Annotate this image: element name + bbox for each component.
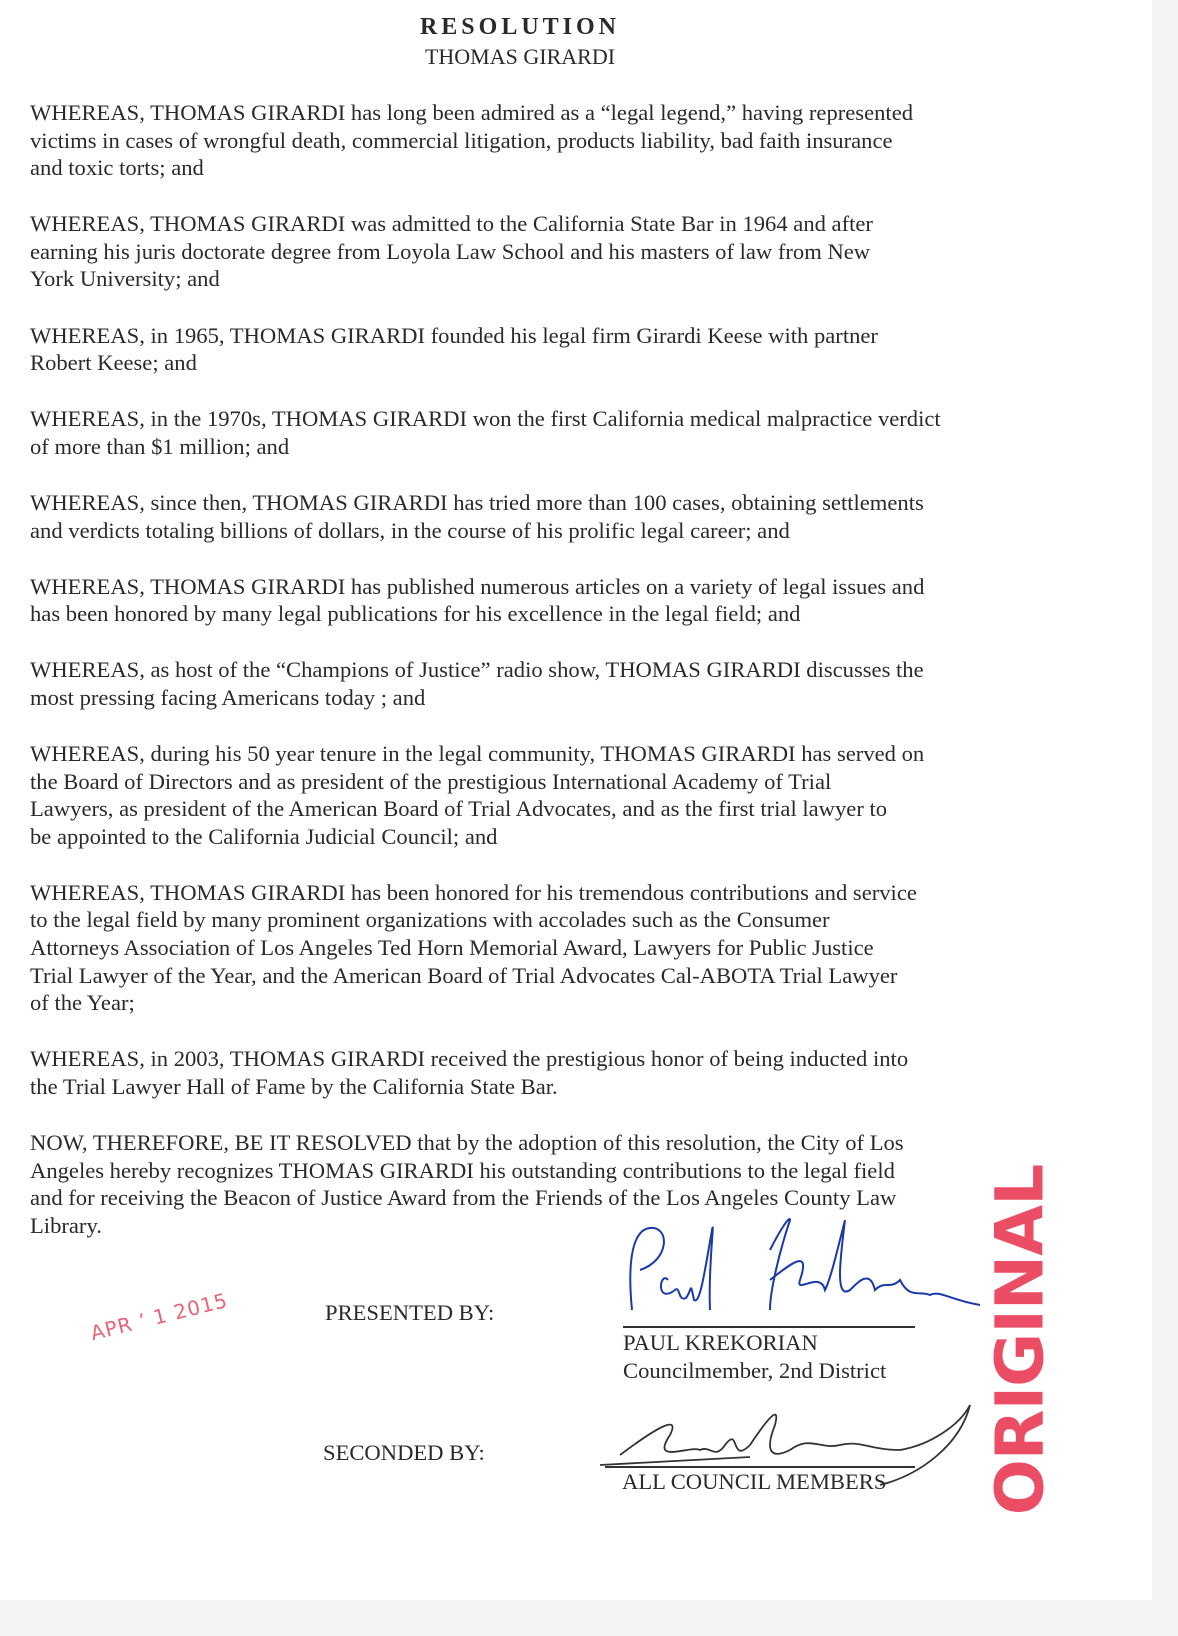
paragraph-line: WHEREAS, THOMAS GIRARDI has been honored for his tremendous contributions and service xyxy=(30,879,917,905)
paragraph-line: has been honored by many legal publications for his excellence in the legal field; and xyxy=(30,601,801,627)
paragraph-line: WHEREAS, since then, THOMAS GIRARDI has tried more than 100 cases, obtaining settlements xyxy=(30,489,924,515)
paragraph-line: Angeles hereby recognizes THOMAS GIRARDI his outstanding contributions to the legal field xyxy=(30,1157,895,1183)
document-subtitle: THOMAS GIRARDI xyxy=(424,44,616,69)
paragraph-line: WHEREAS, THOMAS GIRARDI was admitted to the California State Bar in 1964 and after xyxy=(30,211,873,237)
document-title: RESOLUTION xyxy=(419,14,621,40)
presented-by-label: PRESENTED BY: xyxy=(325,1300,495,1325)
paragraph-line: and toxic torts; and xyxy=(30,155,204,181)
paragraph-line: WHEREAS, as host of the “Champions of Justice” radio show, THOMAS GIRARDI discusses the xyxy=(30,657,924,683)
paragraph-line: of more than $1 million; and xyxy=(30,433,290,459)
presenter-signature-line xyxy=(623,1326,915,1328)
paragraph-line: NOW, THEREFORE, BE IT RESOLVED that by the adoption of this resolution, the City of Los xyxy=(30,1130,904,1156)
paragraph-line: to the legal field by many prominent organizations with accolades such as the Consumer xyxy=(30,907,830,933)
paragraph-line: Attorneys Association of Los Angeles Ted Horn Memorial Award, Lawyers for Public Justice xyxy=(30,935,874,961)
whereas-paragraph xyxy=(30,322,941,377)
paragraph-line: WHEREAS, in 1965, THOMAS GIRARDI founded his legal firm Girardi Keese with partner xyxy=(30,322,878,348)
paragraph-line: Trial Lawyer of the Year, and the American Board of Trial Advocates Cal-ABOTA Trial Lawyer xyxy=(30,962,898,988)
paragraph-line: WHEREAS, THOMAS GIRARDI has published numerous articles on a variety of legal issues and xyxy=(30,573,925,599)
presenter-title: Councilmember, 2nd District xyxy=(623,1358,887,1383)
paragraph-line: Library. xyxy=(30,1212,102,1238)
whereas-paragraph xyxy=(30,740,941,850)
whereas-paragraph xyxy=(30,489,941,544)
seconder-name: ALL COUNCIL MEMBERS xyxy=(622,1469,887,1494)
original-stamp: ORIGINAL xyxy=(981,1164,1059,1516)
paragraph-line: most pressing facing Americans today ; and xyxy=(30,684,426,710)
whereas-paragraph xyxy=(30,1045,941,1100)
paragraph-line: be appointed to the California Judicial Council; and xyxy=(30,823,498,849)
paragraph-line: earning his juris doctorate degree from Loyola Law School and his masters of law from New xyxy=(30,238,871,264)
whereas-paragraph xyxy=(30,99,941,182)
seconder-signature-line xyxy=(605,1466,915,1468)
date-stamp: APR ʼ 1 2015 xyxy=(88,1287,231,1346)
paragraph-line: WHEREAS, in the 1970s, THOMAS GIRARDI won the first California medical malpractice verdict xyxy=(30,406,941,432)
paragraph-line: Lawyers, as president of the American Board of Trial Advocates, and as the first trial lawyer to xyxy=(30,796,888,822)
paragraph-line: WHEREAS, during his 50 year tenure in the legal community, THOMAS GIRARDI has served on xyxy=(30,741,925,766)
paragraph-line: the Board of Directors and as president of the prestigious International Academy of Trial xyxy=(30,768,832,794)
resolution-body xyxy=(30,99,941,1268)
whereas-paragraph xyxy=(30,573,941,628)
paragraph-line: and for receiving the Beacon of Justice Award from the Friends of the Los Angeles County Law xyxy=(30,1185,897,1211)
whereas-paragraph xyxy=(30,656,941,711)
paragraph-line: and verdicts totaling billions of dollars, in the course of his prolific legal career; and xyxy=(30,517,790,543)
paragraph-line: WHEREAS, in 2003, THOMAS GIRARDI received the prestigious honor of being inducted into xyxy=(30,1046,909,1072)
krekorian-signature xyxy=(620,1210,1000,1330)
whereas-paragraph xyxy=(30,879,941,1017)
whereas-paragraph xyxy=(30,210,941,293)
paragraph-line: victims in cases of wrongful death, commercial litigation, products liability, bad faith insurance xyxy=(30,127,893,153)
seconded-by-label: SECONDED BY: xyxy=(323,1440,485,1465)
paragraph-line: of the Year; xyxy=(30,990,135,1016)
presenter-name: PAUL KREKORIAN xyxy=(623,1330,818,1355)
paragraph-line: the Trial Lawyer Hall of Fame by the California State Bar. xyxy=(30,1073,558,1099)
paragraph-line: York University; and xyxy=(30,266,220,292)
paragraph-line: WHEREAS, THOMAS GIRARDI has long been admired as a “legal legend,” having represented xyxy=(30,100,914,125)
paragraph-line: Robert Keese; and xyxy=(30,350,197,376)
whereas-paragraph xyxy=(30,405,941,460)
